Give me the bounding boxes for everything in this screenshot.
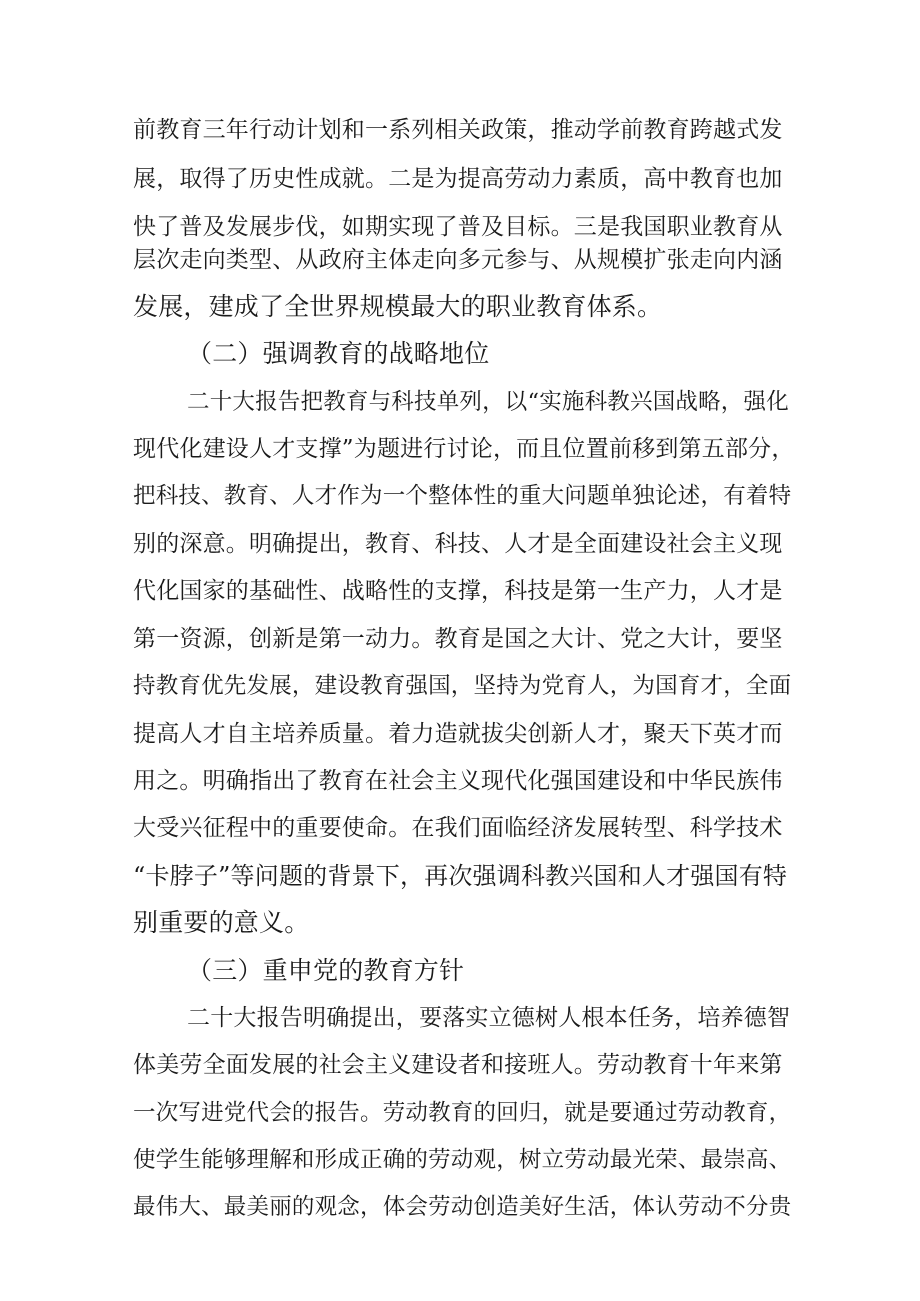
- body-text-line: 第一资源，创新是第一动力。教育是国之大计、党之大计，要坚: [133, 626, 783, 652]
- body-text-line: 一次写进党代会的报告。劳动教育的回归，就是要通过劳动教育，: [133, 1100, 792, 1126]
- body-text-line: 用之。明确指出了教育在社会主义现代化强国建设和中华民族伟: [133, 768, 783, 794]
- body-text-line: 别重要的意义。: [133, 908, 310, 937]
- body-text-line: 发展，建成了全世界规模最大的职业教育体系。: [133, 292, 663, 321]
- body-text-line: 现代化建设人才支撑”为题进行讨论，而且位置前移到第五部分，: [133, 436, 795, 462]
- body-text-line: 最伟大、最美丽的观念，体会劳动创造美好生活，体认劳动不分贵: [133, 1194, 792, 1220]
- body-text-line: 前教育三年行动计划和一系列相关政策，推动学前教育跨越式发: [133, 117, 783, 143]
- body-text-line: 提高人才自主培养质量。着力造就拔尖创新人才，聚天下英才而: [133, 721, 783, 747]
- body-text-line: 持教育优先发展，建设教育强国，坚持为党育人，为国育才，全面: [133, 673, 792, 699]
- body-text-line: 展，取得了历史性成就。二是为提高劳动力素质，高中教育也加: [133, 166, 783, 192]
- body-text-line: “卡脖子”等问题的背景下，再次强调科教兴国和人才强国有特: [133, 862, 788, 890]
- body-text-line: 大受兴征程中的重要使命。在我们面临经济发展转型、科学技术: [133, 815, 783, 841]
- body-text-line: 体美劳全面发展的社会主义建设者和接班人。劳动教育十年来第: [133, 1052, 783, 1078]
- body-text-line: 层次走向类型、从政府主体走向多元参与、从规模扩张走向内涵: [133, 247, 783, 273]
- body-text-line: 使学生能够理解和形成正确的劳动观，树立劳动最光荣、最崇高、: [133, 1147, 792, 1173]
- section-heading-2: （二）强调教育的战略地位: [187, 339, 490, 368]
- paragraph-first-line: 二十大报告把教育与科技单列，以“实施科教兴国战略，强化: [187, 389, 789, 415]
- body-text-line: 把科技、教育、人才作为一个整体性的重大问题单独论述，有着特: [133, 483, 792, 509]
- body-text-line: 代化国家的基础性、战略性的支撑，科技是第一生产力，人才是: [133, 578, 783, 604]
- body-text-line: 快了普及发展步伐，如期实现了普及目标。三是我国职业教育从: [133, 214, 783, 240]
- body-text-line: 别的深意。明确提出，教育、科技、人才是全面建设社会主义现: [133, 531, 783, 557]
- section-heading-3: （三）重申党的教育方针: [187, 956, 465, 985]
- paragraph-first-line: 二十大报告明确提出，要落实立德树人根本任务，培养德智: [187, 1005, 791, 1031]
